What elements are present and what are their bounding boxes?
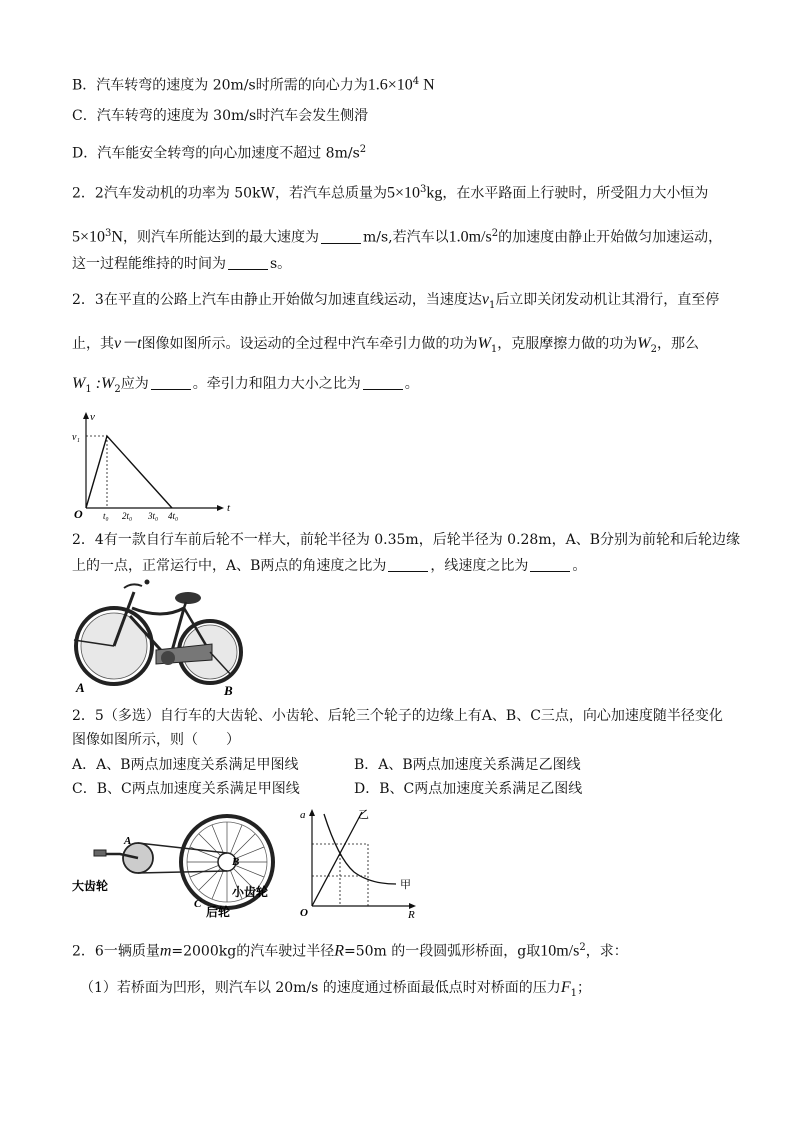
vt-origin: O <box>74 507 83 521</box>
q2-6-text-b: =2000kg的汽车驶过半径 <box>171 943 335 960</box>
q2-3-text-e: ，克服摩擦力做的功为 <box>497 336 638 352</box>
q2-5-line1: 2．5（多选）自行车的大齿轮、小齿轮、后轮三个轮子的边缘上有A、B、C三点，向心加速度随半径变化 <box>72 708 723 724</box>
q2-6-text: 2．6一辆质量 <box>72 943 160 960</box>
curve-jia <box>324 814 396 884</box>
gear-point-b: B <box>232 856 240 868</box>
answer-blank-max-speed[interactable] <box>321 229 361 244</box>
q2-6-text-d: ，求： <box>585 943 628 960</box>
vt-x-arrow <box>217 505 224 511</box>
q2-2-accel-exp: 2 <box>491 228 499 239</box>
label-small-gear: 小齿轮 <box>232 885 269 899</box>
bell <box>145 580 150 585</box>
q2-6-f1-sub: 1 <box>570 987 577 999</box>
gear-wheel-illustration <box>72 808 288 918</box>
q2-3-text-b: 后立即关闭发动机让其滑行，直至停 <box>495 292 720 308</box>
q2-6-sub1-end: ； <box>576 980 591 996</box>
q2-3-text: 2．3在平直的公路上汽车由静止开始做匀加速直线运动，当速度达 <box>72 292 482 308</box>
q2-2-text-f: 这一过程能维持的时间为 <box>72 256 226 272</box>
ar-y-label: a <box>300 809 306 821</box>
pedal <box>94 850 106 856</box>
vt-y-label: v <box>90 411 95 423</box>
option-b-value: 1.6×10 <box>367 76 413 94</box>
q2-4-text-c: 。 <box>572 558 587 574</box>
vt-graph <box>70 410 240 522</box>
ar-label-jia: 甲 <box>400 879 411 891</box>
q2-6-line1 <box>72 938 628 962</box>
vt-curve <box>86 436 172 508</box>
q2-3-text-h: 。牵引力和阻力大小之比为 <box>192 376 361 392</box>
option-d-exp: 2 <box>359 144 367 155</box>
q2-3-text-i: 。 <box>404 376 419 392</box>
q2-2-line1 <box>72 180 708 204</box>
ar-x-label: R <box>408 909 415 918</box>
label-rear-wheel: 后轮 <box>206 905 231 918</box>
q2-2-line3 <box>72 254 291 274</box>
q2-2-force: 5×10 <box>72 228 106 246</box>
q2-6-g-exp: 2 <box>579 942 586 953</box>
label-big-gear: 大齿轮 <box>72 879 109 893</box>
answer-blank-force-ratio[interactable] <box>363 375 403 390</box>
q2-2-text: 2．2汽车发动机的功率为 50kW，若汽车总质量为 <box>72 185 387 202</box>
q2-2-text-g: s。 <box>270 256 292 272</box>
q2-6-text-c: =50m 的一段圆弧形桥面，g取 <box>343 943 541 960</box>
q2-2-mass-exp: 3 <box>419 184 427 195</box>
q2-3-w1-sub: 1 <box>490 343 498 355</box>
q2-3-w2: W <box>637 335 651 352</box>
q2-3-line2 <box>72 334 699 360</box>
q2-2-force-exp: 3 <box>105 228 112 239</box>
q2-3-line3 <box>72 374 419 400</box>
q2-2-force-unit: N <box>111 228 123 246</box>
q2-5-option-c[interactable]: C．B、C两点加速度关系满足甲图线 <box>72 781 300 797</box>
q2-2-accel: 1.0m/s <box>448 228 492 246</box>
gear-point-a: A <box>124 835 132 847</box>
acceleration-radius-graph <box>296 806 426 918</box>
option-b-text: B．汽车转弯的速度为 20m/s时所需的向心力为 <box>72 77 368 94</box>
vt-tick-4: 4t₀ <box>168 511 179 521</box>
q2-6-g: 10m/s <box>540 942 580 960</box>
vt-tick-2: 2t₀ <box>122 511 133 521</box>
q2-3-text-f: ，那么 <box>656 336 699 352</box>
q2-3-text-c: 止，其 <box>72 336 114 352</box>
gear-point-c: C <box>194 898 202 910</box>
bicycle-label-a: A <box>76 680 85 695</box>
chainring <box>161 651 175 665</box>
chain-bottom <box>138 871 227 873</box>
option-b-unit: N <box>419 76 435 94</box>
q2-6-r: R <box>334 942 344 960</box>
q2-3-text-g: 应为 <box>120 376 149 392</box>
q2-3-v1: v <box>481 291 489 308</box>
q2-5-line2: 图像如图所示，则（ ） <box>72 732 240 748</box>
option-d-text: D．汽车能安全转弯的向心加速度不超过 8m/s <box>72 145 360 162</box>
ar-origin: O <box>300 907 308 918</box>
vt-y-arrow <box>83 412 89 419</box>
q2-5-option-d[interactable]: D．B、C两点加速度关系满足乙图线 <box>354 781 583 797</box>
answer-blank-time[interactable] <box>228 255 268 270</box>
q2-5-option-b[interactable]: B．A、B两点加速度关系满足乙图线 <box>354 757 581 773</box>
q2-2-text-e: 的加速度由静止开始做匀加速运动， <box>498 229 723 246</box>
q2-2-mass: 5×10 <box>386 184 420 202</box>
line-yi <box>312 812 362 906</box>
vt-x-label: t <box>227 502 231 514</box>
q2-3-ratio-sub2: 2 <box>114 383 121 395</box>
vt-v1-label: v₁ <box>72 432 80 443</box>
q2-4-text: 上的一点，正常运行中，A、B两点的角速度之比为 <box>72 558 387 574</box>
ar-label-yi: 乙 <box>358 809 369 821</box>
bicycle-label-b: B <box>224 683 233 698</box>
q2-6-f1: F <box>560 979 571 996</box>
q2-3-text-d: 图像如图所示。设运动的全过程中汽车牵引力做的功为 <box>141 336 478 352</box>
vt-tick-1: t₀ <box>103 511 109 521</box>
answer-blank-linear-ratio[interactable] <box>530 557 570 572</box>
q2-6-sub1 <box>80 978 591 1004</box>
bicycle-illustration <box>72 578 248 698</box>
q2-6-sub1-text: （1）若桥面为凹形，则汽车以 20m/s 的速度通过桥面最低点时对桥面的压力 <box>80 980 561 996</box>
q2-3-w2-sub: 2 <box>650 343 657 355</box>
option-b-exp: 4 <box>412 76 420 87</box>
ar-y-arrow <box>309 809 315 816</box>
q2-3-ratio-w2: :W <box>91 375 115 392</box>
q2-2-mass-unit: kg <box>426 184 443 202</box>
q2-2-text-d: m/s,若汽车以 <box>362 229 449 246</box>
q2-4-line1: 2．4有一款自行车前后轮不一样大，前轮半径为 0.35m，后轮半径为 0.28m，A、B分别为前轮和后轮边缘 <box>72 532 741 548</box>
option-b <box>72 72 435 96</box>
vt-tick-3: 3t₀ <box>148 511 159 521</box>
q2-3-line1 <box>72 290 719 316</box>
option-d <box>72 140 366 164</box>
option-c: C．汽车转弯的速度为 30m/s时汽车会发生侧滑 <box>72 108 369 124</box>
top-tube <box>132 608 184 614</box>
q2-2-text-b: ，在水平路面上行驶时，所受阻力大小恒为 <box>442 185 709 202</box>
q2-3-w1: W <box>477 335 491 352</box>
q2-4-line2 <box>72 556 586 576</box>
handlebar <box>124 584 142 588</box>
q2-2-line2 <box>72 224 722 248</box>
q2-3-ratio-w1: W <box>72 375 86 392</box>
q2-4-text-b: ，线速度之比为 <box>430 558 529 574</box>
answer-blank-work-ratio[interactable] <box>151 375 191 390</box>
q2-3-vt: v－t <box>114 335 142 352</box>
q2-3-v1-sub: 1 <box>488 299 496 311</box>
q2-2-text-c: ，则汽车所能达到的最大速度为 <box>122 229 319 246</box>
answer-blank-angular-ratio[interactable] <box>388 557 428 572</box>
saddle <box>175 592 201 604</box>
q2-6-m: m <box>159 942 172 960</box>
q2-3-ratio-sub1: 1 <box>85 383 92 395</box>
q2-5-option-a[interactable]: A．A、B两点加速度关系满足甲图线 <box>72 757 299 773</box>
